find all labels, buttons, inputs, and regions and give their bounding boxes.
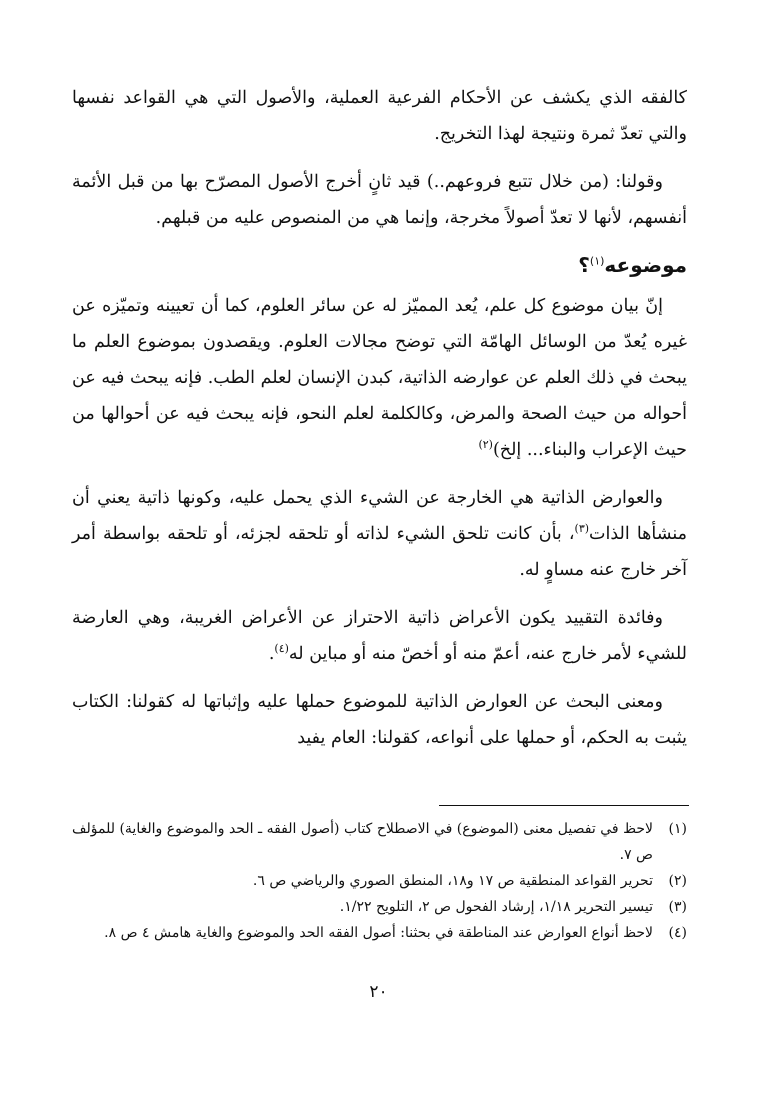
footnote-ref-1: (١): [589, 254, 605, 268]
paragraph-5-text: وفائدة التقييد يكون الأعراض ذاتية الاحتراز عن الأعراض الغريبة، وهي العارضة للشيء لأمر خارج عنه، أعمّ منه أو أخصّ منه أو مباين له: [72, 608, 687, 664]
main-text: [72, 80, 687, 768]
footnote-item: [72, 868, 687, 894]
footnote-item: [72, 894, 687, 920]
paragraph-3: [72, 288, 687, 468]
paragraph-2: وقولنا: (من خلال تتبع فروعهم..) قيد ثانٍ أخرج الأصول المصرّح بها من قبل الأئمة أنفسهم، لأنها لا تعدّ أصولاً مخرجة، وإنما هي من المنصوص عليه من قبلهم.: [72, 172, 687, 228]
footnote-text: تحرير القواعد المنطقية ص ١٧ و١٨، المنطق الصوري والرياضي ص ٦.: [252, 873, 653, 889]
paragraph-5-end: .: [268, 644, 275, 664]
footnote-number: (٣): [668, 899, 687, 915]
footnote-item: [72, 920, 687, 946]
page-number: ٢٠: [369, 982, 388, 1002]
footnote-ref-2: (٢): [478, 438, 493, 452]
footnote-text: لاحظ في تفصيل معنى (الموضوع) في الاصطلاح كتاب (أصول الفقه ـ الحد والموضوع والغاية) للمؤلف ص ٧.: [72, 821, 653, 863]
paragraph-4-text-a: والعوارض الذاتية هي الخارجة عن الشيء الذي يحمل عليه، وكونها ذاتية يعني أن منشأها الذات: [72, 488, 687, 544]
paragraph-3-text: إنّ بيان موضوع كل علم، يُعد المميّز له عن سائر العلوم، كما أن تعيينه وتميّزه عن غيره يُعدّ من الوسائل الهامّة التي توضح مجالات العلوم. ويقصدون بموضوع العلم ما يبحث في ذلك العلم عن عوارضه الذاتية، كبدن الإنسان لعلم الطب. فإنه يبحث فيه عن أحواله من حيث الصحة والمرض، وكالكلمة لعلم النحو، فإنه يبحث فيه عن أحوالها من حيث الإعراب والبناء... إلخ): [72, 296, 687, 460]
section-heading: [72, 248, 687, 282]
paragraph-1: كالفقه الذي يكشف عن الأحكام الفرعية العملية، والأصول التي هي القواعد نفسها والتي تعدّ ثمرة ونتيجة لهذا التخريج.: [72, 88, 687, 144]
footnote-ref-3: (٣): [574, 522, 590, 536]
paragraph-4: [72, 480, 687, 588]
footnote-item: [72, 816, 687, 868]
footnote-text: لاحظ أنواع العوارض عند المناطقة في بحثنا: أصول الفقه الحد والموضوع والغاية هامش ٤ ص ٨.: [104, 925, 653, 941]
paragraph-4-text-b: ، بأن كانت تلحق الشيء لذاته أو تلحقه لجزئه، أو تلحقه بواسطة أمر آخر خارج عنه مساوٍ له.: [72, 524, 687, 580]
footnote-text: تيسير التحرير ١/١٨، إرشاد الفحول ص ٢، التلويح ١/٢٢.: [339, 899, 653, 915]
footnote-number: (٤): [668, 925, 687, 941]
footnote-divider: [439, 805, 689, 806]
paragraph-6: ومعنى البحث عن العوارض الذاتية للموضوع حملها عليه وإثباتها له كقولنا: الكتاب يثبت به الحكم، أو حملها على أنواعه، كقولنا: العام يفيد: [72, 692, 687, 748]
footnotes: [72, 816, 687, 946]
section-heading-suffix: ؟: [578, 253, 590, 277]
paragraph-5: [72, 600, 687, 672]
footnote-number: (١): [668, 821, 687, 837]
footnote-ref-4: (٤): [274, 642, 289, 656]
section-heading-text: موضوعه: [604, 253, 687, 277]
footnote-number: (٢): [668, 873, 687, 889]
